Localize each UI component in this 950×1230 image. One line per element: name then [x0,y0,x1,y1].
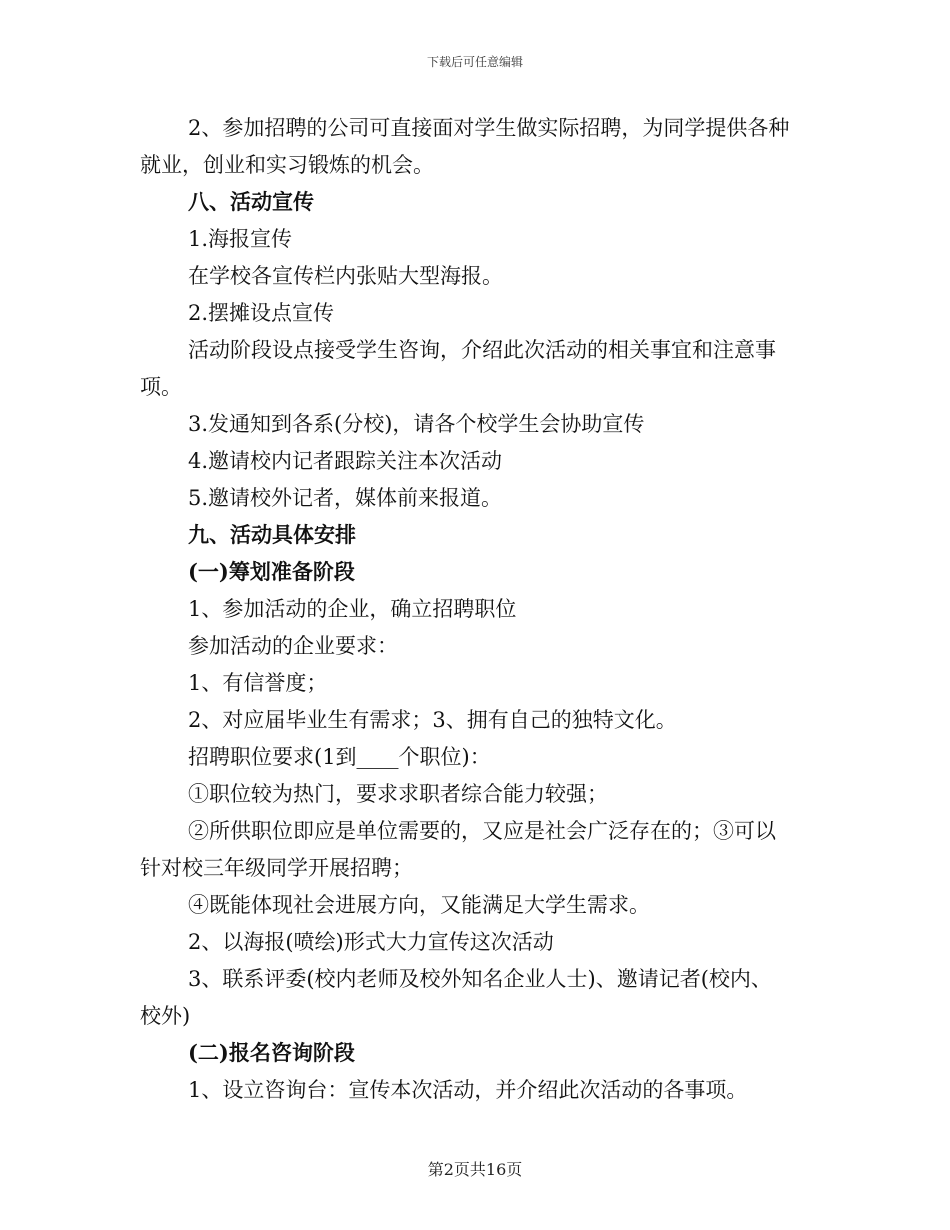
list-item: 1、设立咨询台：宣传本次活动，并介绍此次活动的各事项。 [188,1078,748,1102]
paragraph-line: 就业，创业和实习锻炼的机会。 [140,153,434,177]
list-item: 4.邀请校内记者跟踪关注本次活动 [188,449,503,473]
paragraph-line: 针对校三年级同学开展招聘； [140,856,413,880]
section-heading: 八、活动宣传 [188,189,314,214]
list-item: 2.摆摊设点宣传 [188,301,335,325]
paragraph-line: 在学校各宣传栏内张贴大型海报。 [188,264,503,288]
list-item: ①职位较为热门，要求求职者综合能力较强； [188,782,608,806]
page-header: 下载后可任意编辑 [426,55,523,69]
list-item: ②所供职位即应是单位需要的，又应是社会广泛存在的；③可以 [188,819,776,843]
subsection-heading: (一)筹划准备阶段 [188,559,355,584]
paragraph-line: 参加活动的企业要求： [188,634,398,658]
list-item: 3.发通知到各系(分校)，请各个校学生会协助宣传 [188,412,645,436]
section-heading: 九、活动具体安排 [188,522,356,547]
list-item: ④既能体现社会进展方向，又能满足大学生需求。 [188,893,650,917]
list-item: 2、以海报(喷绘)形式大力宣传这次活动 [188,930,554,954]
list-item: 1、有信誉度； [188,671,328,695]
page-footer: 第2页共16页 [427,1160,523,1179]
list-item: 5.邀请校外记者，媒体前来报道。 [188,486,503,510]
subsection-heading: (二)报名咨询阶段 [188,1040,355,1065]
list-item: 1、参加活动的企业，确立招聘职位 [188,597,517,621]
paragraph-line: 项。 [140,375,182,399]
list-item: 1.海报宣传 [188,227,293,251]
list-item: 3、联系评委(校内老师及校外知名企业人士)、邀请记者(校内、 [188,967,772,991]
paragraph-line: 活动阶段设点接受学生咨询，介绍此次活动的相关事宜和注意事 [188,338,776,362]
paragraph-line: 招聘职位要求(1到____个职位)： [188,745,491,769]
list-item: 2、对应届毕业生有需求；3、拥有自己的独特文化。 [188,708,677,732]
paragraph-line: 校外) [140,1004,191,1028]
paragraph-line: 2、参加招聘的公司可直接面对学生做实际招聘，为同学提供各种 [188,116,790,140]
